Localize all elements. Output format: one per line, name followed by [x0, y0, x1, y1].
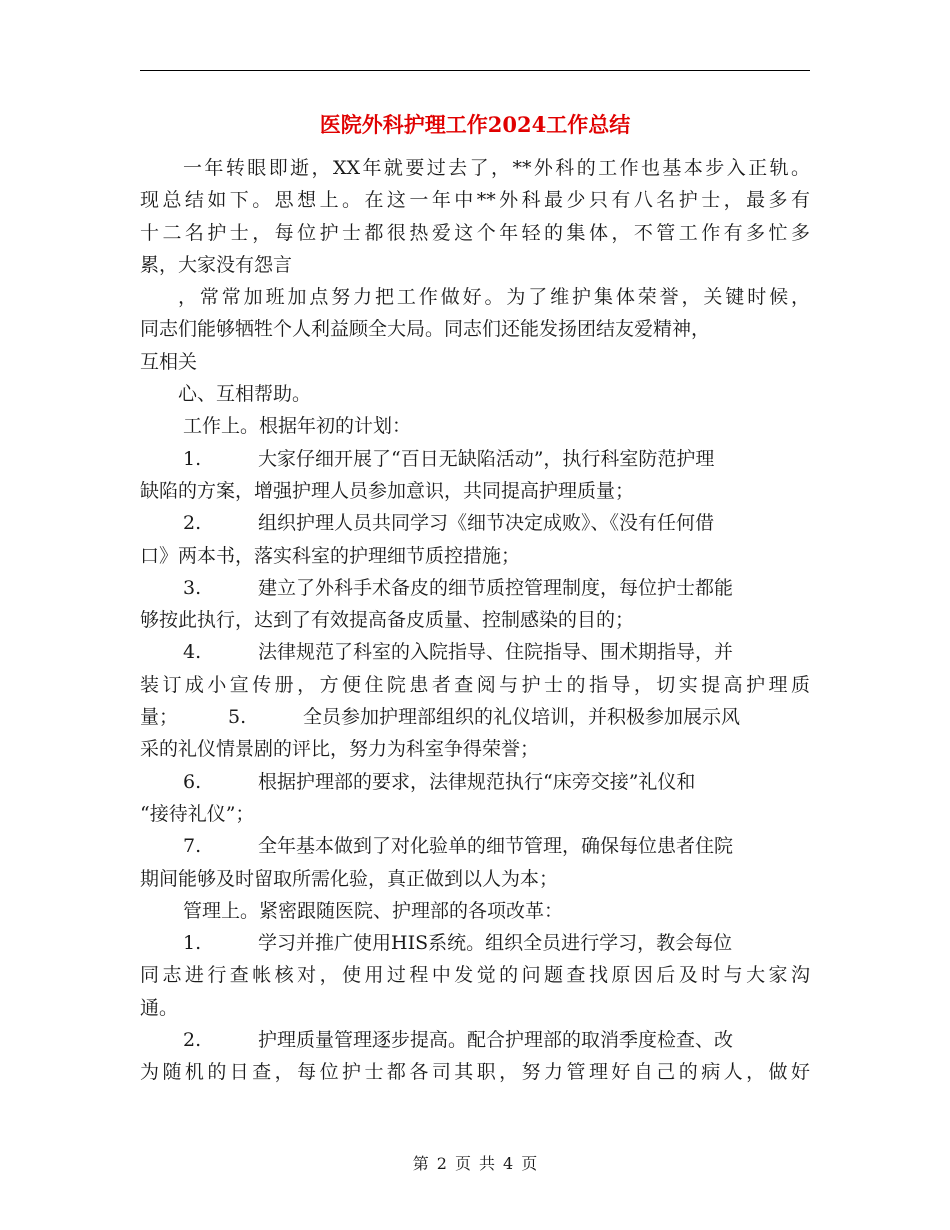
list-text: 学习并推广使用HIS系统。组织全员进行学习，教会每位	[258, 932, 733, 955]
list-number: 5.	[228, 706, 247, 729]
text-line: 同志进行查帐核对，使用过程中发觉的问题查找原因后及时与大家沟	[140, 964, 810, 987]
footer-text: 共	[479, 1154, 496, 1173]
list-item	[140, 766, 810, 798]
text-line: 够按此执行，达到了有效提高备皮质量、控制感染的目的；	[140, 609, 635, 632]
list-number: 3.	[183, 576, 202, 599]
list-number: 4.	[183, 641, 202, 664]
page-footer	[140, 1152, 810, 1176]
list-text: 大家仔细开展了“百日无缺陷活动”，执行科室防范护理	[258, 447, 715, 470]
footer-text: 页	[521, 1154, 538, 1173]
list-text: 根据护理部的要求，法律规范执行“床旁交接”礼仪和	[258, 770, 696, 793]
text-line: 一年转眼即逝，XX年就要过去了，**外科的工作也基本步入正轨。	[183, 157, 810, 179]
list-item	[140, 701, 810, 733]
list-item	[140, 443, 810, 475]
list-item	[140, 636, 810, 668]
current-page-number: 2	[436, 1154, 447, 1173]
list-text: 建立了外科手术备皮的细节质控管理制度，每位护士都能	[258, 576, 734, 599]
list-item	[140, 507, 810, 539]
text-line: ，常常加班加点努力把工作做好。为了维护集体荣誉，关键时候，	[178, 286, 810, 309]
list-text: 全员参加护理部组织的礼仪培训，并积极参加展示风	[303, 706, 741, 729]
list-text: 全年基本做到了对化验单的细节管理，确保每位患者住院	[258, 835, 734, 858]
text-line: 口》两本书，落实科室的护理细节质控措施；	[140, 544, 521, 567]
list-text: 护理质量管理逐步提高。配合护理部的取消季度检查、改	[258, 1029, 734, 1052]
document-title: 医院外科护理工作2024工作总结	[319, 112, 631, 137]
list-item	[140, 927, 810, 959]
list-number: 2.	[183, 512, 202, 535]
list-item	[140, 1024, 810, 1056]
text-line: 心、互相帮助。	[178, 383, 312, 406]
text-line: 十二名护士，每位护士都很热爱这个年轻的集体，不管工作有多忙多	[140, 221, 810, 244]
footer-text: 页	[454, 1154, 471, 1173]
list-number: 7.	[183, 835, 202, 858]
list-number: 1.	[183, 447, 202, 470]
text-line: 通。	[140, 996, 179, 1019]
text-line: 装订成小宣传册，方便住院患者查阅与护士的指导，切实提高护理质	[140, 673, 810, 696]
text-line: 期间能够及时留取所需化验，真正做到以人为本；	[140, 867, 559, 890]
text-line: 采的礼仪情景剧的评比，努力为科室争得荣誉；	[140, 738, 540, 761]
list-text: 组织护理人员共同学习《细节决定成败》、《没有任何借	[258, 512, 715, 535]
text-line: 为随机的日查，每位护士都各司其职，努力管理好自己的病人，做好	[140, 1061, 810, 1084]
text-line: 同志们能够牺牲个人利益顾全大局。同志们还能发扬团结友爱精神，	[140, 318, 711, 341]
list-item	[140, 572, 810, 604]
document-body	[140, 152, 810, 1089]
text-line: 累，大家没有怨言	[140, 253, 293, 276]
text-line: “接待礼仪”；	[140, 802, 255, 825]
list-text: 法律规范了科室的入院指导、住院指导、围术期指导，并	[258, 641, 734, 664]
text-line: 现总结如下。思想上。在这一年中**外科最少只有八名护士，最多有	[140, 189, 810, 212]
text-line: 工作上。根据年初的计划：	[183, 415, 412, 438]
list-number: 1.	[183, 932, 202, 955]
list-item	[140, 830, 810, 862]
list-number: 2.	[183, 1029, 202, 1052]
text-line: 缺陷的方案，增强护理人员参加意识，共同提高护理质量；	[140, 479, 635, 502]
text-line: 互相关	[140, 350, 198, 373]
text-line: 管理上。紧密跟随医院、护理部的各项改革：	[183, 899, 564, 922]
total-page-count: 4	[503, 1154, 514, 1173]
list-text: 量；	[140, 706, 179, 729]
header-rule	[140, 70, 810, 71]
list-number: 6.	[183, 770, 202, 793]
footer-text: 第	[412, 1154, 429, 1173]
